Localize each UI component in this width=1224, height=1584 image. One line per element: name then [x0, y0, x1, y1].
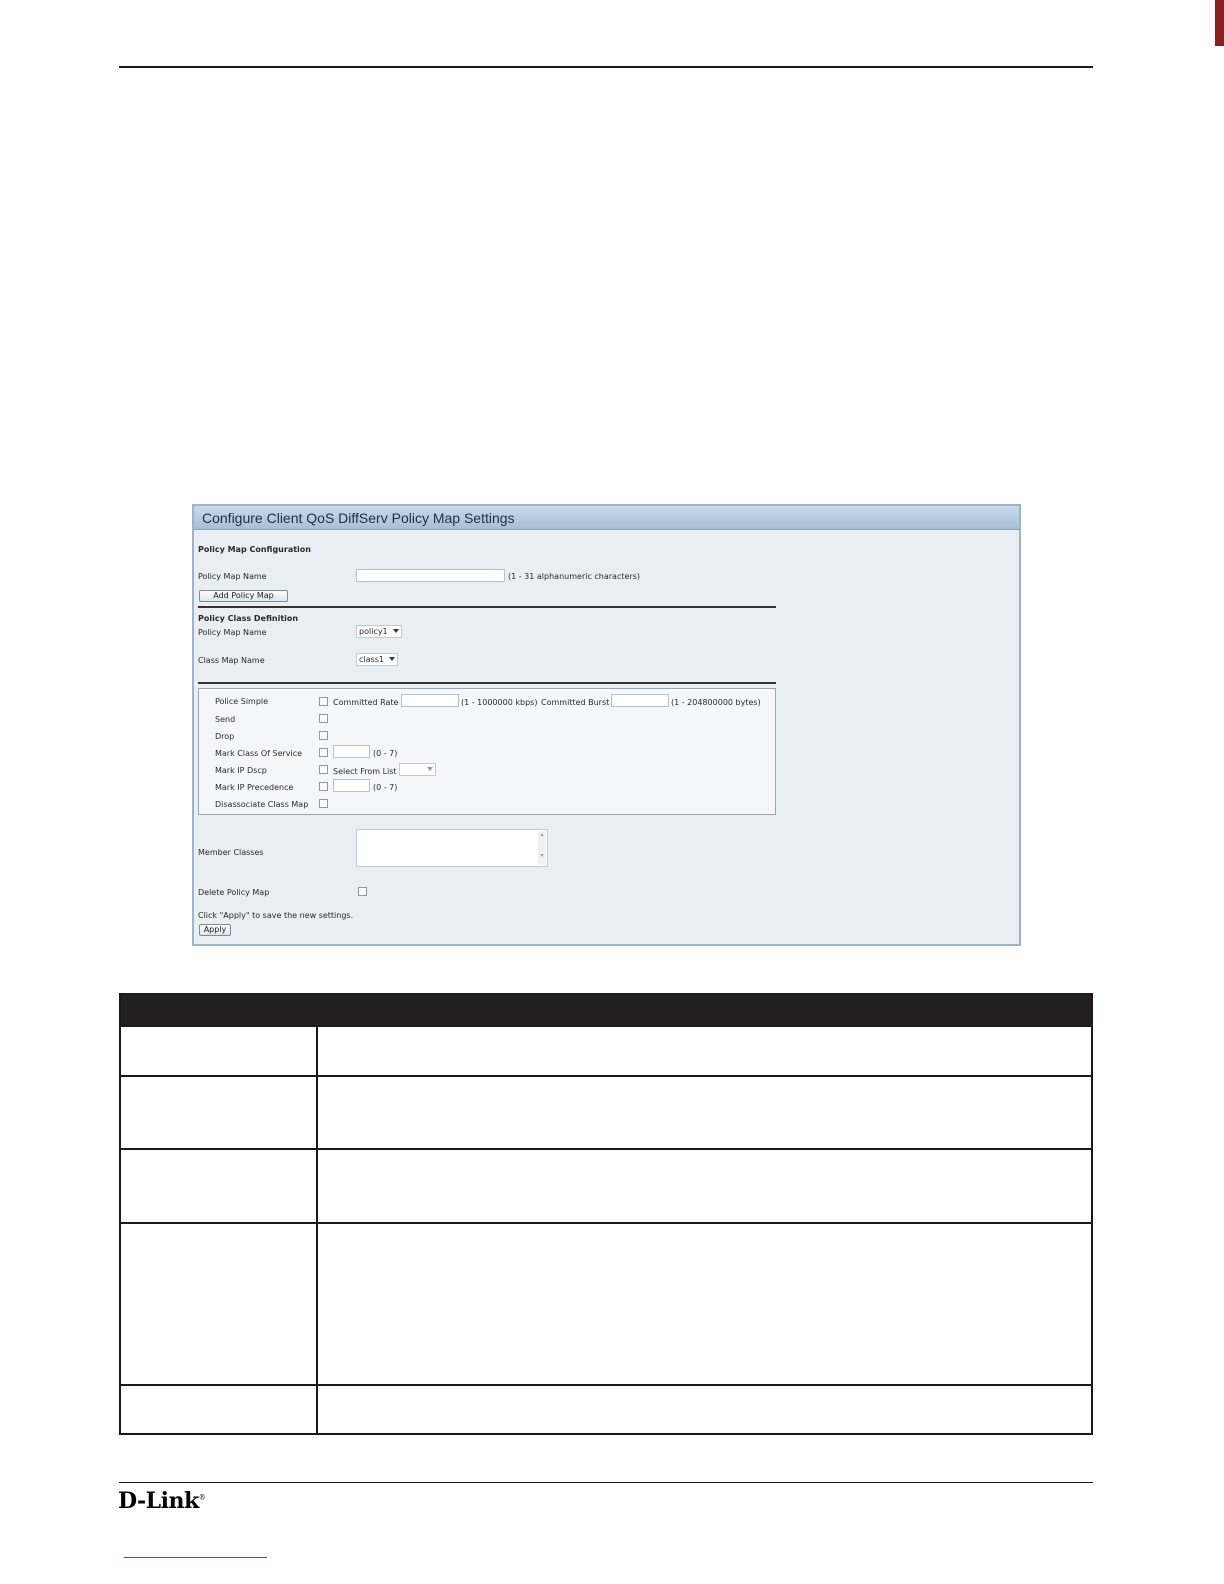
police-simple-label: Police Simple — [215, 697, 269, 706]
committed-burst-input[interactable] — [611, 694, 669, 707]
apply-hint: Click "Apply" to save the new settings. — [198, 911, 354, 920]
page-corner-mark — [1215, 0, 1224, 46]
logo-text: D-Link — [118, 1488, 199, 1514]
policy-map-name-label: Policy Map Name — [198, 572, 267, 581]
window-body — [194, 530, 1019, 944]
table-row — [121, 1384, 1091, 1433]
member-classes-scrollbar[interactable]: ▴ ▾ — [538, 831, 546, 865]
mark-ip-precedence-hint: (0 - 7) — [373, 783, 398, 792]
drop-label: Drop — [215, 732, 235, 741]
mark-ip-precedence-input[interactable] — [333, 779, 370, 792]
mark-ip-dscp-label: Mark IP Dscp — [215, 766, 267, 775]
committed-rate-hint: (1 - 1000000 kbps) — [461, 698, 538, 707]
disassociate-class-map-checkbox[interactable] — [319, 799, 328, 808]
member-classes-label: Member Classes — [198, 848, 264, 857]
policy-map-name-hint: (1 - 31 alphanumeric characters) — [508, 572, 640, 581]
footer-rule — [119, 1482, 1093, 1483]
mark-ip-dscp-select[interactable] — [399, 763, 436, 776]
chevron-down-icon — [389, 657, 395, 661]
section-divider — [198, 606, 776, 608]
police-simple-checkbox[interactable] — [319, 697, 328, 706]
delete-policy-map-label: Delete Policy Map — [198, 888, 270, 897]
header-rule — [119, 66, 1093, 68]
table-row — [121, 1025, 1091, 1075]
mark-cos-input[interactable] — [333, 745, 370, 758]
add-policy-map-button[interactable]: Add Policy Map — [199, 590, 288, 602]
table-row — [121, 1222, 1091, 1384]
column-divider — [316, 1224, 318, 1384]
column-divider — [316, 1027, 318, 1075]
chevron-down-icon — [427, 767, 433, 771]
table-row — [121, 1075, 1091, 1148]
send-checkbox[interactable] — [319, 714, 328, 723]
class-policy-map-name-label: Policy Map Name — [198, 628, 267, 637]
policy-map-name-select[interactable] — [356, 625, 402, 638]
class-map-name-select-value: class1 — [359, 655, 384, 664]
apply-button[interactable]: Apply — [199, 924, 231, 936]
select-from-list-label: Select From List — [333, 767, 397, 776]
drop-checkbox[interactable] — [319, 731, 328, 740]
class-map-name-select[interactable] — [356, 653, 398, 666]
send-label: Send — [215, 715, 236, 724]
mark-cos-label: Mark Class Of Service — [215, 749, 303, 758]
dlink-logo — [118, 1488, 205, 1514]
policy-map-settings-window — [192, 504, 1021, 946]
column-divider — [316, 1077, 318, 1148]
section-heading-policy-class-definition: Policy Class Definition — [198, 614, 299, 623]
delete-policy-map-checkbox[interactable] — [358, 887, 367, 896]
committed-rate-label: Committed Rate — [333, 698, 399, 707]
policy-map-name-select-value: policy1 — [359, 627, 388, 636]
mark-ip-precedence-checkbox[interactable] — [319, 782, 328, 791]
committed-burst-hint: (1 - 204800000 bytes) — [671, 698, 761, 707]
disassociate-class-map-label: Disassociate Class Map — [215, 800, 309, 809]
link-underline[interactable] — [124, 1557, 267, 1558]
section-divider — [198, 682, 776, 684]
class-map-name-label: Class Map Name — [198, 656, 265, 665]
mark-cos-hint: (0 - 7) — [373, 749, 398, 758]
column-divider — [316, 1386, 318, 1433]
class-actions-panel — [198, 688, 776, 815]
mark-ip-precedence-label: Mark IP Precedence — [215, 783, 294, 792]
section-heading-policy-map-configuration: Policy Map Configuration — [198, 545, 311, 554]
committed-rate-input[interactable] — [401, 694, 459, 707]
field-description-table — [119, 993, 1093, 1435]
policy-map-name-input[interactable] — [356, 569, 505, 582]
column-divider — [316, 1150, 318, 1222]
chevron-down-icon — [393, 629, 399, 633]
mark-ip-dscp-checkbox[interactable] — [319, 765, 328, 774]
table-header — [121, 995, 1091, 1025]
window-title: Configure Client QoS DiffServ Policy Map Settings — [194, 506, 1019, 530]
table-row — [121, 1148, 1091, 1222]
mark-cos-checkbox[interactable] — [319, 748, 328, 757]
member-classes-list[interactable] — [356, 829, 548, 867]
committed-burst-label: Committed Burst — [541, 698, 610, 707]
column-divider — [316, 995, 318, 1025]
registered-mark: ® — [198, 1493, 206, 1502]
